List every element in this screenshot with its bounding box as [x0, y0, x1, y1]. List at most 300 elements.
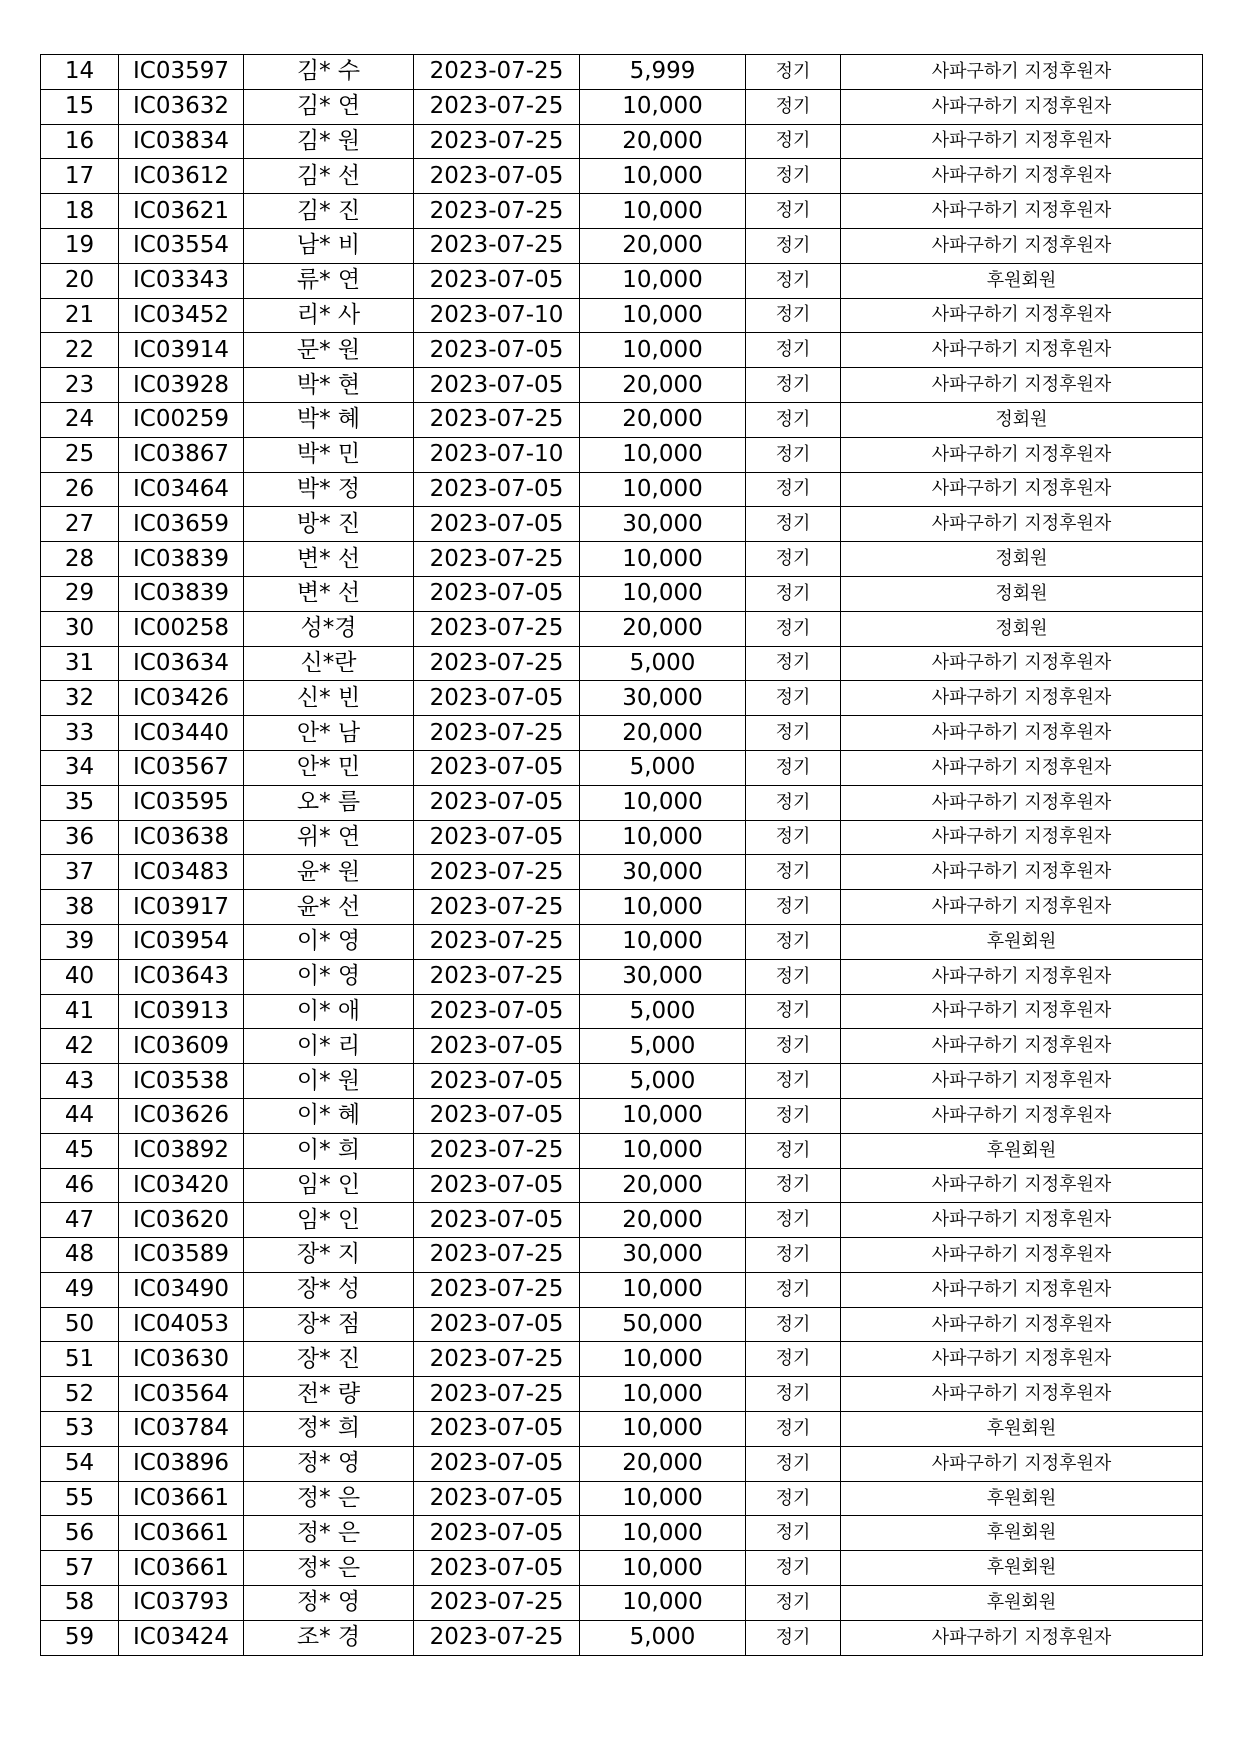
donation-amount: 20,000 — [580, 611, 746, 646]
donation-amount: 20,000 — [580, 368, 746, 403]
donation-type: 정기 — [746, 1098, 841, 1133]
donation-amount: 30,000 — [580, 959, 746, 994]
donor-group: 사파구하기 지정후원자 — [841, 159, 1203, 194]
donor-id: IC00258 — [119, 611, 244, 646]
table-row — [41, 681, 1203, 716]
donor-name: 이* 영 — [244, 924, 414, 959]
table-row — [41, 890, 1203, 925]
donation-amount: 5,000 — [580, 1029, 746, 1064]
donor-name: 남* 비 — [244, 228, 414, 263]
donation-date: 2023-07-25 — [414, 542, 580, 577]
donation-amount: 10,000 — [580, 576, 746, 611]
table-row — [41, 785, 1203, 820]
donor-group: 사파구하기 지정후원자 — [841, 1272, 1203, 1307]
row-number: 39 — [41, 924, 119, 959]
table-row — [41, 1620, 1203, 1655]
row-number: 27 — [41, 507, 119, 542]
donor-group: 사파구하기 지정후원자 — [841, 820, 1203, 855]
table-row — [41, 855, 1203, 890]
donation-date: 2023-07-25 — [414, 1342, 580, 1377]
table-row — [41, 1133, 1203, 1168]
donation-amount: 10,000 — [580, 89, 746, 124]
donor-group: 후원회원 — [841, 1551, 1203, 1586]
row-number: 55 — [41, 1481, 119, 1516]
row-number: 21 — [41, 298, 119, 333]
table-row — [41, 1551, 1203, 1586]
donation-type: 정기 — [746, 994, 841, 1029]
donor-group: 사파구하기 지정후원자 — [841, 55, 1203, 90]
table-row — [41, 1446, 1203, 1481]
donor-id: IC03464 — [119, 472, 244, 507]
donor-id: IC03630 — [119, 1342, 244, 1377]
donation-amount: 10,000 — [580, 298, 746, 333]
donation-date: 2023-07-25 — [414, 1133, 580, 1168]
donation-date: 2023-07-05 — [414, 159, 580, 194]
table-row — [41, 298, 1203, 333]
donor-table — [40, 54, 1203, 1656]
donation-date: 2023-07-05 — [414, 994, 580, 1029]
donation-type: 정기 — [746, 1064, 841, 1099]
row-number: 40 — [41, 959, 119, 994]
donation-type: 정기 — [746, 785, 841, 820]
donor-id: IC03784 — [119, 1412, 244, 1447]
row-number: 44 — [41, 1098, 119, 1133]
donation-type: 정기 — [746, 542, 841, 577]
donation-amount: 10,000 — [580, 1342, 746, 1377]
donor-group: 사파구하기 지정후원자 — [841, 1029, 1203, 1064]
donor-name: 이* 원 — [244, 1064, 414, 1099]
table-row — [41, 1412, 1203, 1447]
donor-id: IC03567 — [119, 750, 244, 785]
row-number: 50 — [41, 1307, 119, 1342]
donor-name: 윤* 선 — [244, 890, 414, 925]
donation-amount: 5,000 — [580, 994, 746, 1029]
donation-type: 정기 — [746, 194, 841, 229]
donation-type: 정기 — [746, 959, 841, 994]
donor-id: IC03661 — [119, 1516, 244, 1551]
donor-name: 박* 혜 — [244, 402, 414, 437]
donation-amount: 50,000 — [580, 1307, 746, 1342]
donor-id: IC03538 — [119, 1064, 244, 1099]
donation-amount: 10,000 — [580, 159, 746, 194]
donor-id: IC03659 — [119, 507, 244, 542]
donation-date: 2023-07-05 — [414, 472, 580, 507]
donor-id: IC03632 — [119, 89, 244, 124]
donation-type: 정기 — [746, 228, 841, 263]
donation-type: 정기 — [746, 576, 841, 611]
table-row — [41, 472, 1203, 507]
donor-id: IC03634 — [119, 646, 244, 681]
donation-amount: 10,000 — [580, 1377, 746, 1412]
row-number: 43 — [41, 1064, 119, 1099]
donation-date: 2023-07-05 — [414, 1516, 580, 1551]
donation-date: 2023-07-05 — [414, 507, 580, 542]
donation-date: 2023-07-25 — [414, 1620, 580, 1655]
table-row — [41, 124, 1203, 159]
donor-group: 사파구하기 지정후원자 — [841, 333, 1203, 368]
donor-group: 사파구하기 지정후원자 — [841, 1238, 1203, 1273]
row-number: 48 — [41, 1238, 119, 1273]
donation-date: 2023-07-25 — [414, 646, 580, 681]
donation-type: 정기 — [746, 1412, 841, 1447]
donor-name: 이* 혜 — [244, 1098, 414, 1133]
donor-group: 사파구하기 지정후원자 — [841, 959, 1203, 994]
donor-name: 전* 량 — [244, 1377, 414, 1412]
donation-amount: 20,000 — [580, 716, 746, 751]
donor-id: IC03564 — [119, 1377, 244, 1412]
donation-date: 2023-07-05 — [414, 333, 580, 368]
donation-type: 정기 — [746, 1133, 841, 1168]
donor-group: 사파구하기 지정후원자 — [841, 785, 1203, 820]
donation-amount: 20,000 — [580, 124, 746, 159]
donor-id: IC03917 — [119, 890, 244, 925]
donor-id: IC03839 — [119, 576, 244, 611]
donation-type: 정기 — [746, 611, 841, 646]
donation-amount: 20,000 — [580, 1168, 746, 1203]
donation-date: 2023-07-05 — [414, 681, 580, 716]
donation-type: 정기 — [746, 402, 841, 437]
donation-amount: 30,000 — [580, 681, 746, 716]
table-row — [41, 1342, 1203, 1377]
row-number: 32 — [41, 681, 119, 716]
donation-type: 정기 — [746, 55, 841, 90]
donation-date: 2023-07-05 — [414, 820, 580, 855]
donor-group: 사파구하기 지정후원자 — [841, 124, 1203, 159]
donor-group: 사파구하기 지정후원자 — [841, 1377, 1203, 1412]
donor-group: 사파구하기 지정후원자 — [841, 368, 1203, 403]
donation-amount: 10,000 — [580, 924, 746, 959]
donation-type: 정기 — [746, 1272, 841, 1307]
row-number: 38 — [41, 890, 119, 925]
donation-amount: 10,000 — [580, 472, 746, 507]
donor-group: 후원회원 — [841, 1133, 1203, 1168]
donation-date: 2023-07-25 — [414, 1377, 580, 1412]
donation-amount: 10,000 — [580, 542, 746, 577]
donor-id: IC03913 — [119, 994, 244, 1029]
donation-amount: 10,000 — [580, 1272, 746, 1307]
donation-date: 2023-07-25 — [414, 1238, 580, 1273]
donor-id: IC03793 — [119, 1586, 244, 1621]
donor-group: 정회원 — [841, 611, 1203, 646]
table-row — [41, 716, 1203, 751]
donation-amount: 5,000 — [580, 1620, 746, 1655]
table-row — [41, 1238, 1203, 1273]
donation-amount: 10,000 — [580, 194, 746, 229]
donation-type: 정기 — [746, 263, 841, 298]
donation-amount: 10,000 — [580, 785, 746, 820]
donor-name: 안* 민 — [244, 750, 414, 785]
donor-id: IC03834 — [119, 124, 244, 159]
donor-group: 후원회원 — [841, 1516, 1203, 1551]
donor-id: IC03490 — [119, 1272, 244, 1307]
row-number: 15 — [41, 89, 119, 124]
row-number: 26 — [41, 472, 119, 507]
donation-amount: 10,000 — [580, 1551, 746, 1586]
donation-date: 2023-07-25 — [414, 124, 580, 159]
donor-name: 이* 리 — [244, 1029, 414, 1064]
table-row — [41, 959, 1203, 994]
donor-name: 장* 성 — [244, 1272, 414, 1307]
donation-type: 정기 — [746, 368, 841, 403]
donation-type: 정기 — [746, 924, 841, 959]
donation-type: 정기 — [746, 124, 841, 159]
donation-type: 정기 — [746, 1307, 841, 1342]
table-row — [41, 1516, 1203, 1551]
donor-group: 사파구하기 지정후원자 — [841, 1098, 1203, 1133]
donation-type: 정기 — [746, 820, 841, 855]
donation-amount: 30,000 — [580, 1238, 746, 1273]
donor-name: 김* 진 — [244, 194, 414, 229]
donor-name: 김* 연 — [244, 89, 414, 124]
row-number: 29 — [41, 576, 119, 611]
donor-table-body — [41, 55, 1203, 1656]
donation-date: 2023-07-05 — [414, 1064, 580, 1099]
donor-id: IC04053 — [119, 1307, 244, 1342]
donor-name: 정* 은 — [244, 1516, 414, 1551]
donation-date: 2023-07-05 — [414, 263, 580, 298]
donation-date: 2023-07-05 — [414, 1551, 580, 1586]
donor-name: 조* 경 — [244, 1620, 414, 1655]
donation-type: 정기 — [746, 1377, 841, 1412]
row-number: 41 — [41, 994, 119, 1029]
donor-group: 정회원 — [841, 576, 1203, 611]
donation-amount: 5,999 — [580, 55, 746, 90]
donor-id: IC03426 — [119, 681, 244, 716]
donation-amount: 5,000 — [580, 750, 746, 785]
donation-amount: 10,000 — [580, 890, 746, 925]
donation-amount: 10,000 — [580, 1098, 746, 1133]
donation-date: 2023-07-05 — [414, 1307, 580, 1342]
donation-type: 정기 — [746, 89, 841, 124]
row-number: 49 — [41, 1272, 119, 1307]
donor-group: 사파구하기 지정후원자 — [841, 890, 1203, 925]
donation-type: 정기 — [746, 472, 841, 507]
donor-id: IC03554 — [119, 228, 244, 263]
donor-id: IC03643 — [119, 959, 244, 994]
donation-date: 2023-07-25 — [414, 89, 580, 124]
row-number: 52 — [41, 1377, 119, 1412]
donation-type: 정기 — [746, 1342, 841, 1377]
donation-date: 2023-07-05 — [414, 1029, 580, 1064]
donation-type: 정기 — [746, 716, 841, 751]
donor-group: 후원회원 — [841, 924, 1203, 959]
donor-group: 사파구하기 지정후원자 — [841, 1203, 1203, 1238]
donation-amount: 20,000 — [580, 1446, 746, 1481]
donor-name: 이* 희 — [244, 1133, 414, 1168]
row-number: 56 — [41, 1516, 119, 1551]
donation-date: 2023-07-10 — [414, 437, 580, 472]
donor-id: IC03839 — [119, 542, 244, 577]
donation-type: 정기 — [746, 1481, 841, 1516]
table-row — [41, 159, 1203, 194]
table-row — [41, 820, 1203, 855]
donation-date: 2023-07-05 — [414, 1203, 580, 1238]
donation-date: 2023-07-25 — [414, 1586, 580, 1621]
row-number: 54 — [41, 1446, 119, 1481]
row-number: 51 — [41, 1342, 119, 1377]
donor-group: 사파구하기 지정후원자 — [841, 681, 1203, 716]
donation-amount: 30,000 — [580, 507, 746, 542]
row-number: 17 — [41, 159, 119, 194]
donor-group: 사파구하기 지정후원자 — [841, 1064, 1203, 1099]
donor-group: 사파구하기 지정후원자 — [841, 1168, 1203, 1203]
table-row — [41, 507, 1203, 542]
donation-date: 2023-07-25 — [414, 716, 580, 751]
donor-group: 후원회원 — [841, 1481, 1203, 1516]
row-number: 57 — [41, 1551, 119, 1586]
donor-id: IC03620 — [119, 1203, 244, 1238]
donor-name: 윤* 원 — [244, 855, 414, 890]
donor-id: IC03661 — [119, 1551, 244, 1586]
donor-group: 사파구하기 지정후원자 — [841, 646, 1203, 681]
donor-id: IC03595 — [119, 785, 244, 820]
donor-name: 박* 정 — [244, 472, 414, 507]
donor-id: IC03424 — [119, 1620, 244, 1655]
donor-group: 사파구하기 지정후원자 — [841, 994, 1203, 1029]
donation-type: 정기 — [746, 646, 841, 681]
row-number: 23 — [41, 368, 119, 403]
table-row — [41, 994, 1203, 1029]
row-number: 14 — [41, 55, 119, 90]
table-row — [41, 437, 1203, 472]
donor-name: 성*경 — [244, 611, 414, 646]
donation-type: 정기 — [746, 1620, 841, 1655]
donor-name: 이* 애 — [244, 994, 414, 1029]
donation-type: 정기 — [746, 333, 841, 368]
donor-group: 사파구하기 지정후원자 — [841, 750, 1203, 785]
donor-name: 변* 선 — [244, 542, 414, 577]
donation-amount: 5,000 — [580, 646, 746, 681]
donor-id: IC03597 — [119, 55, 244, 90]
donor-name: 임* 인 — [244, 1168, 414, 1203]
donation-date: 2023-07-05 — [414, 1168, 580, 1203]
donor-group: 사파구하기 지정후원자 — [841, 507, 1203, 542]
donation-type: 정기 — [746, 890, 841, 925]
donor-name: 장* 지 — [244, 1238, 414, 1273]
donor-id: IC03867 — [119, 437, 244, 472]
donor-group: 정회원 — [841, 542, 1203, 577]
table-row — [41, 924, 1203, 959]
donation-amount: 10,000 — [580, 1481, 746, 1516]
donation-date: 2023-07-25 — [414, 855, 580, 890]
donor-id: IC03896 — [119, 1446, 244, 1481]
donor-name: 박* 현 — [244, 368, 414, 403]
donation-amount: 20,000 — [580, 1203, 746, 1238]
row-number: 59 — [41, 1620, 119, 1655]
donation-type: 정기 — [746, 159, 841, 194]
donation-type: 정기 — [746, 1586, 841, 1621]
donation-date: 2023-07-05 — [414, 750, 580, 785]
donor-id: IC03343 — [119, 263, 244, 298]
donation-date: 2023-07-05 — [414, 576, 580, 611]
donation-type: 정기 — [746, 1516, 841, 1551]
donor-name: 위* 연 — [244, 820, 414, 855]
donor-group: 사파구하기 지정후원자 — [841, 1446, 1203, 1481]
donation-type: 정기 — [746, 1168, 841, 1203]
row-number: 22 — [41, 333, 119, 368]
donor-id: IC03589 — [119, 1238, 244, 1273]
table-row — [41, 228, 1203, 263]
donation-date: 2023-07-25 — [414, 959, 580, 994]
donation-type: 정기 — [746, 507, 841, 542]
row-number: 30 — [41, 611, 119, 646]
donation-date: 2023-07-05 — [414, 1412, 580, 1447]
donation-date: 2023-07-05 — [414, 1446, 580, 1481]
row-number: 16 — [41, 124, 119, 159]
donation-amount: 5,000 — [580, 1064, 746, 1099]
donor-group: 사파구하기 지정후원자 — [841, 716, 1203, 751]
row-number: 31 — [41, 646, 119, 681]
donor-name: 정* 희 — [244, 1412, 414, 1447]
donation-amount: 10,000 — [580, 437, 746, 472]
donor-id: IC03612 — [119, 159, 244, 194]
table-row — [41, 1377, 1203, 1412]
table-row — [41, 55, 1203, 90]
donation-type: 정기 — [746, 855, 841, 890]
donor-name: 장* 점 — [244, 1307, 414, 1342]
donation-type: 정기 — [746, 681, 841, 716]
table-row — [41, 333, 1203, 368]
table-row — [41, 542, 1203, 577]
donor-name: 정* 영 — [244, 1586, 414, 1621]
donor-group: 사파구하기 지정후원자 — [841, 1307, 1203, 1342]
row-number: 33 — [41, 716, 119, 751]
table-row — [41, 646, 1203, 681]
donor-name: 박* 민 — [244, 437, 414, 472]
donation-amount: 20,000 — [580, 402, 746, 437]
donor-id: IC03661 — [119, 1481, 244, 1516]
donor-group: 사파구하기 지정후원자 — [841, 1620, 1203, 1655]
table-row — [41, 1203, 1203, 1238]
row-number: 45 — [41, 1133, 119, 1168]
donor-group: 사파구하기 지정후원자 — [841, 855, 1203, 890]
donor-name: 정* 은 — [244, 1481, 414, 1516]
donation-amount: 10,000 — [580, 820, 746, 855]
donor-id: IC00259 — [119, 402, 244, 437]
table-row — [41, 1098, 1203, 1133]
donor-id: IC03954 — [119, 924, 244, 959]
row-number: 24 — [41, 402, 119, 437]
table-row — [41, 402, 1203, 437]
donation-amount: 10,000 — [580, 1412, 746, 1447]
donor-group: 사파구하기 지정후원자 — [841, 228, 1203, 263]
donor-group: 사파구하기 지정후원자 — [841, 89, 1203, 124]
donor-group: 사파구하기 지정후원자 — [841, 472, 1203, 507]
donation-date: 2023-07-25 — [414, 55, 580, 90]
table-row — [41, 89, 1203, 124]
donor-group: 후원회원 — [841, 1412, 1203, 1447]
donor-group: 후원회원 — [841, 1586, 1203, 1621]
row-number: 58 — [41, 1586, 119, 1621]
donation-amount: 10,000 — [580, 263, 746, 298]
donor-name: 오* 름 — [244, 785, 414, 820]
donation-date: 2023-07-25 — [414, 402, 580, 437]
row-number: 53 — [41, 1412, 119, 1447]
donation-amount: 10,000 — [580, 1133, 746, 1168]
donor-group: 정회원 — [841, 402, 1203, 437]
donor-id: IC03892 — [119, 1133, 244, 1168]
donation-type: 정기 — [746, 1551, 841, 1586]
donation-date: 2023-07-05 — [414, 1098, 580, 1133]
donation-date: 2023-07-25 — [414, 890, 580, 925]
donor-group: 사파구하기 지정후원자 — [841, 194, 1203, 229]
row-number: 19 — [41, 228, 119, 263]
table-row — [41, 1168, 1203, 1203]
donor-name: 이* 영 — [244, 959, 414, 994]
donor-name: 임* 인 — [244, 1203, 414, 1238]
table-row — [41, 194, 1203, 229]
donation-type: 정기 — [746, 1203, 841, 1238]
